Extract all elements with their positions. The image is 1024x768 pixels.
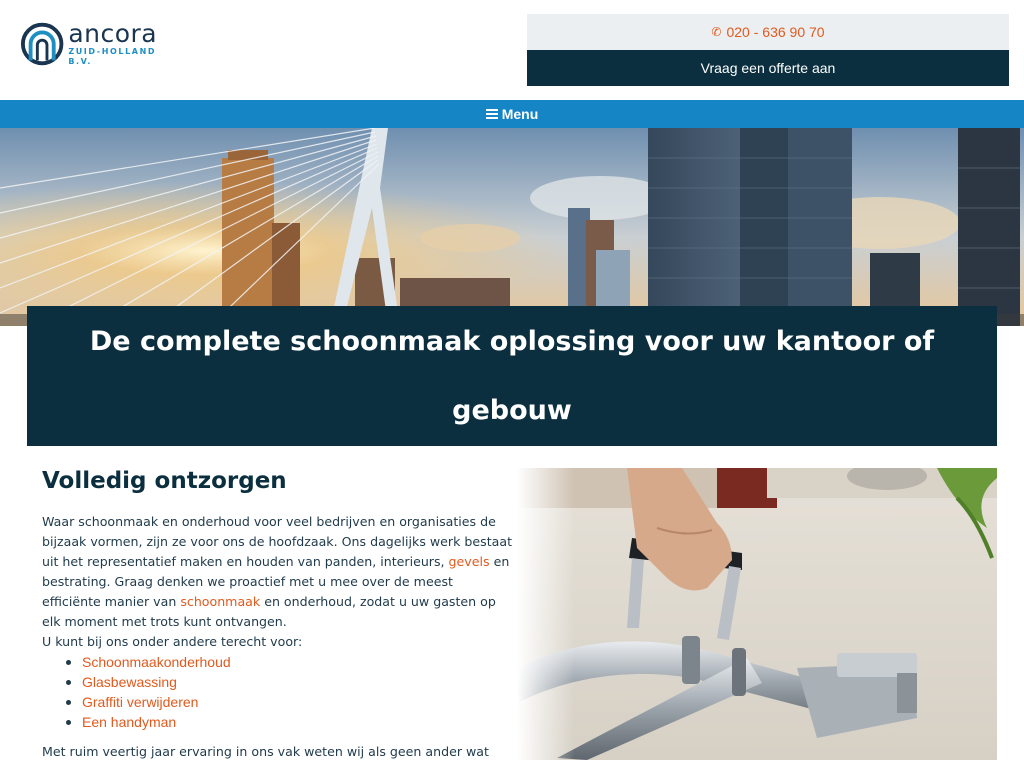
city-skyline-image	[0, 128, 1024, 326]
services-list	[66, 652, 512, 732]
services-intro: U kunt bij ons onder andere terecht voor:	[42, 634, 303, 649]
contact-box	[527, 14, 1009, 86]
hero-title-box	[27, 306, 997, 446]
hamburger-icon	[486, 109, 498, 119]
experience-paragraph: Met ruim veertig jaar ervaring in ons vak weten wij als geen ander wat	[42, 744, 489, 759]
logo-subtitle: ZUID-HOLLAND B.V.	[68, 47, 157, 66]
menu-toggle[interactable]	[0, 100, 1024, 128]
intro-paragraph	[42, 512, 512, 632]
schoonmaak-link[interactable]: schoonmaak	[180, 594, 261, 609]
carpet-cleaning-photo	[517, 468, 997, 760]
phone-icon: ✆	[711, 25, 722, 39]
intro-text-1: Waar schoonmaak en onderhoud voor veel bedrijven en organisaties de bijzaak vormen, zijn ze voor ons de hoofdzaak. Ons dagelijks werk bestaat uit het representatief maken en houden van panden, interieurs,	[42, 514, 513, 569]
logo-mark-icon	[20, 21, 64, 67]
hero-image	[0, 128, 1024, 326]
logo-name: ancora	[68, 19, 158, 48]
ancora-logo[interactable]	[20, 18, 180, 70]
intro-text-3: en onderhoud, zodat u uw gasten op elk moment met trots kunt ontvangen.	[42, 594, 496, 629]
intro-text-2: en bestrating. Graag denken we proactief met u mee over de meest efficiënte manier van	[42, 554, 510, 609]
service-item-handyman[interactable]: Een handyman	[66, 712, 512, 732]
phone-number: 020 - 636 90 70	[726, 24, 825, 40]
intro-section	[42, 468, 512, 762]
section-heading: Volledig ontzorgen	[42, 468, 287, 494]
hero-title: De complete schoonmaak oplossing voor uw kantoor of gebouw	[89, 326, 935, 426]
menu-label: Menu	[501, 106, 539, 122]
site-header	[0, 0, 1024, 100]
service-item-schoonmaakonderhoud[interactable]: Schoonmaakonderhoud	[66, 652, 512, 672]
service-item-graffiti[interactable]: Graffiti verwijderen	[66, 692, 512, 712]
phone-link[interactable]	[527, 14, 1009, 50]
service-item-glasbewassing[interactable]: Glasbewassing	[66, 672, 512, 692]
request-quote-button[interactable]: Vraag een offerte aan	[527, 50, 1009, 86]
carpet-cleaning-image	[517, 468, 997, 760]
gevels-link[interactable]: gevels	[448, 554, 490, 569]
